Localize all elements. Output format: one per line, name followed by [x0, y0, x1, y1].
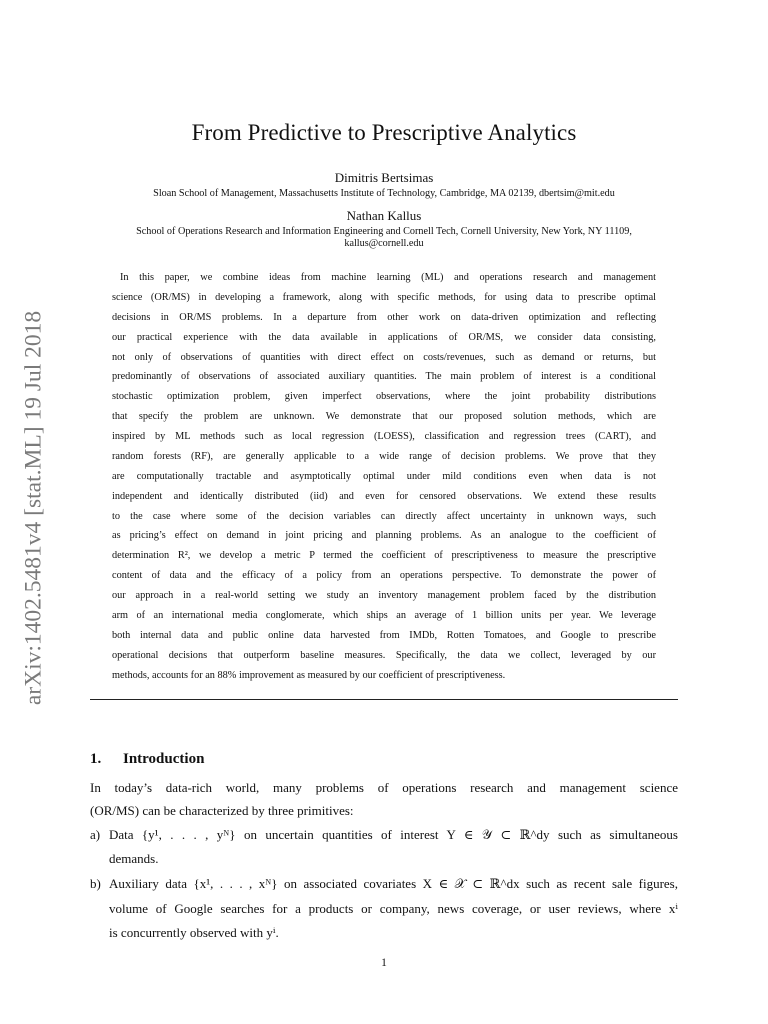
list-item-text: Auxiliary data {x¹, . . . , xᴺ} on associated covariates X ∈ 𝒳 ⊂ ℝ^dx such as recent sale figures,	[109, 876, 678, 891]
abstract-line: predominantly of observations of associated auxiliary quantities. The main problem of interest is a conditional	[112, 371, 656, 383]
list-item-text: Data {y¹, . . . , yᴺ} on uncertain quantities of interest Y ∈ 𝒴 ⊂ ℝ^dy such as simultaneous	[109, 827, 678, 842]
list-item-text: volume of Google searches for a products or company, news coverage, or user reviews, where xⁱ	[109, 901, 678, 916]
abstract-line: as pricing’s effect on demand in joint pricing and planning problems. As an analogue to the coefficient of	[112, 530, 656, 542]
list-item-text: is concurrently observed with yⁱ.	[109, 925, 279, 940]
list-item-text: demands.	[109, 851, 159, 866]
abstract-line: operational decisions that outperform baseline measures. Specifically, the data we collect, leveraged by our	[112, 649, 656, 661]
abstract-line: our practical experience with the data available in applications of OR/MS, we consider data consisting,	[112, 331, 656, 343]
abstract-line: our approach in a real-world setting we study an inventory management problem faced by the distribution	[112, 590, 656, 601]
abstract-line: determination R², we develop a metric P termed the coefficient of prescriptiveness to measure the prescriptive	[112, 550, 656, 562]
author-affiliation-2: School of Operations Research and Information Engineering and Cornell Tech, Cornell University, New York, NY 11109,	[136, 226, 632, 237]
abstract-line: content of data and the efficacy of a policy from an operations perspective. To demonstrate the power of	[112, 570, 656, 582]
abstract-line: science (OR/MS) in developing a framework, along with specific methods, for using data to prescribe optimal	[112, 291, 656, 303]
intro-line: (OR/MS) can be characterized by three primitives:	[90, 803, 354, 818]
list-item-label: b)	[90, 876, 101, 891]
page-number: 1	[381, 957, 387, 969]
abstract	[112, 268, 656, 685]
author-affiliation-2-email: kallus@cornell.edu	[344, 238, 424, 249]
abstract-line: that specify the problem are unknown. We demonstrate that our proposed solution methods, which are	[112, 411, 656, 423]
abstract-divider	[90, 699, 678, 700]
section-title: Introduction	[123, 751, 205, 767]
paper-title: From Predictive to Prescriptive Analytics	[191, 120, 577, 145]
arxiv-identifier-stamp: arXiv:1402.5481v4 [stat.ML] 19 Jul 2018	[20, 310, 47, 706]
section-number: 1.	[90, 751, 102, 767]
abstract-line: decisions in OR/MS problems. In a departure from other work on data-driven optimization and reflecting	[112, 311, 656, 323]
author-name-2: Nathan Kallus	[346, 208, 422, 223]
abstract-line: random forests (RF), are generally applicable to a wide range of decision problems. We prove that they	[112, 450, 656, 462]
abstract-line: are computationally tractable and asymptotically optimal under mild conditions even when data is not	[112, 470, 656, 482]
abstract-line: In this paper, we combine ideas from machine learning (ML) and operations research and management	[120, 272, 656, 283]
section-heading	[90, 751, 204, 768]
abstract-line: stochastic optimization problem, given imperfect observations, where the joint probability distributions	[112, 391, 656, 403]
abstract-line: inspired by ML methods such as local regression (LOESS), classification and regression trees (CART), and	[112, 431, 656, 442]
intro-line: In today’s data-rich world, many problems of operations research and management science	[90, 780, 678, 795]
list-item-b	[90, 872, 678, 895]
abstract-line: to the case where some of the decision variables can directly affect uncertainty in unknown ways, such	[112, 510, 656, 522]
abstract-line: methods, accounts for an 88% improvement as measured by our coefficient of prescriptiveness.	[112, 669, 506, 681]
abstract-line: arm of an international media conglomerate, which ships an average of 1 billion units per year. We leverage	[112, 609, 656, 621]
abstract-line: not only of observations of quantities with direct effect on costs/revenues, such as demand or returns, but	[112, 351, 656, 363]
list-item-label: a)	[90, 827, 101, 842]
list-item-a	[90, 823, 678, 846]
abstract-line: both internal data and public online data harvested from IMDb, Rotten Tomatoes, and Google to prescribe	[112, 629, 656, 641]
author-name-1: Dimitris Bertsimas	[334, 170, 434, 185]
abstract-line: independent and identically distributed (iid) and even for censored observations. We extend these results	[112, 490, 656, 502]
author-affiliation-1: Sloan School of Management, Massachusetts Institute of Technology, Cambridge, MA 02139, dbertsim@mit.edu	[153, 188, 615, 199]
